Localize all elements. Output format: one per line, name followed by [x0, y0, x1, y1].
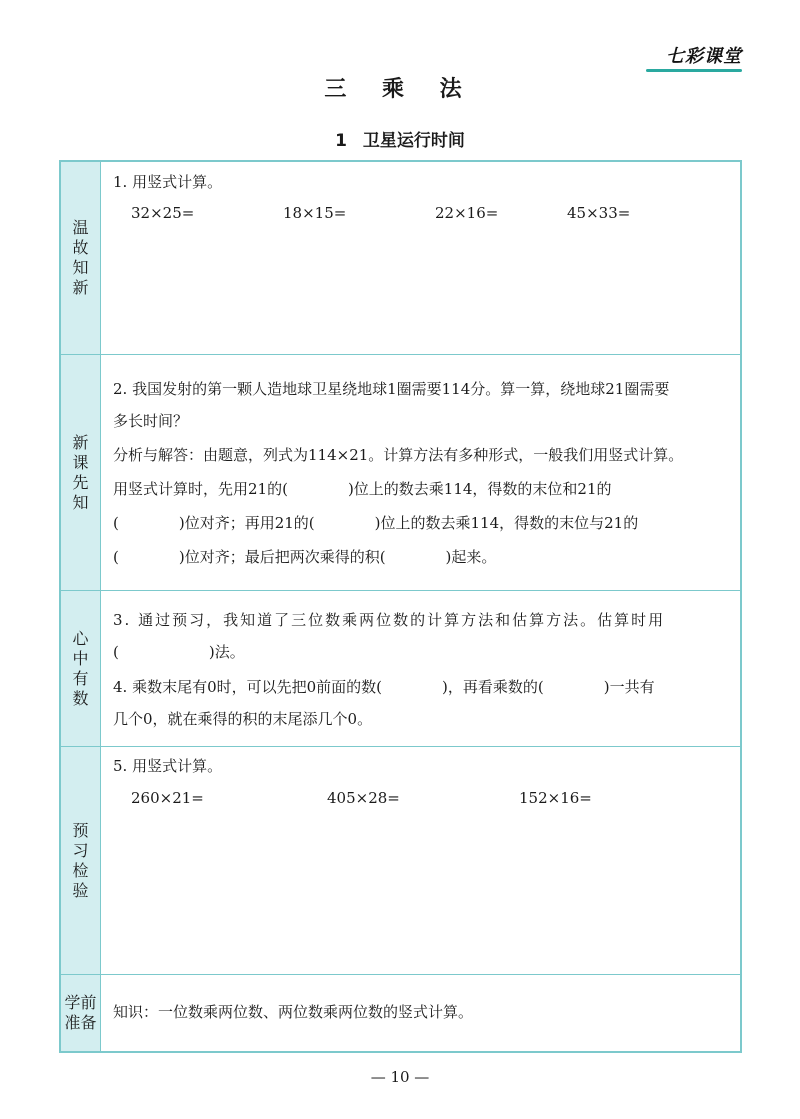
section-label-text: 预习检验 — [72, 820, 89, 900]
chapter-title: 三 乘 法 — [324, 77, 476, 102]
section-content — [113, 591, 732, 746]
question-2-line: 2. 我国发射的第一颗人造地球卫星绕地球1圈需要114分。算一算，绕地球21圈需要 — [113, 380, 670, 398]
section-preview-check — [61, 747, 740, 975]
section-review — [61, 162, 740, 355]
expression: 405×28= — [327, 789, 400, 807]
expression: 18×15= — [283, 204, 347, 222]
expression: 32×25= — [131, 204, 195, 222]
section-label-text: 温故知新 — [72, 218, 89, 297]
question-4-line: 4. 乘数末尾有0时，可以先把0前面的数( )，再看乘数的( )一共有 — [113, 678, 655, 696]
expression: 22×16= — [435, 204, 499, 222]
analysis-line: ( )位对齐；最后把两次乘得的积( )起来。 — [113, 548, 497, 566]
expression: 45×33= — [567, 204, 631, 222]
section-content — [113, 747, 732, 974]
question-3-line: 3. 通过预习，我知道了三位数乘两位数的计算方法和估算方法。估算时用 — [113, 611, 666, 629]
analysis-line: ( )位对齐；再用21的( )位上的数去乘114，得数的末位与21的 — [113, 514, 639, 532]
question-3-line: ( )法。 — [113, 643, 245, 661]
brand-logo — [646, 40, 742, 72]
question-5: 5. 用竖式计算。 — [113, 757, 223, 775]
section-label — [61, 591, 101, 746]
section-label — [61, 747, 101, 974]
brand-text: 七彩课堂 — [666, 46, 742, 67]
section-label — [61, 162, 101, 354]
section-label — [61, 975, 101, 1051]
analysis-line: 用竖式计算时，先用21的( )位上的数去乘114，得数的末位和21的 — [113, 480, 612, 498]
section-in-mind — [61, 591, 740, 747]
page-number: — 10 — — [370, 1068, 430, 1086]
section-preparation — [61, 975, 740, 1051]
worksheet-table — [59, 160, 742, 1053]
question-4-line: 几个0，就在乘得的积的末尾添几个0。 — [113, 710, 373, 728]
section-label-text: 新课先知 — [72, 432, 89, 512]
lesson-number: 1 — [335, 131, 347, 151]
section-new-lesson — [61, 355, 740, 591]
section-label-text: 心中有数 — [72, 628, 89, 708]
question-1: 1. 用竖式计算。 — [113, 173, 223, 191]
analysis-line: 分析与解答：由题意，列式为114×21。计算方法有多种形式，一般我们用竖式计算。 — [113, 446, 684, 464]
question-2-line: 多长时间？ — [113, 412, 189, 430]
preparation-text: 知识：一位数乘两位数、两位数乘两位数的竖式计算。 — [113, 1003, 474, 1021]
lesson-title — [0, 126, 800, 151]
section-content — [113, 975, 732, 1051]
section-content — [113, 162, 732, 354]
lesson-name: 卫星运行时间 — [362, 131, 465, 151]
section-label-text: 学前准备 — [64, 993, 97, 1032]
expression: 260×21= — [131, 789, 204, 807]
section-label — [61, 355, 101, 590]
expression: 152×16= — [519, 789, 592, 807]
section-content — [113, 355, 732, 590]
